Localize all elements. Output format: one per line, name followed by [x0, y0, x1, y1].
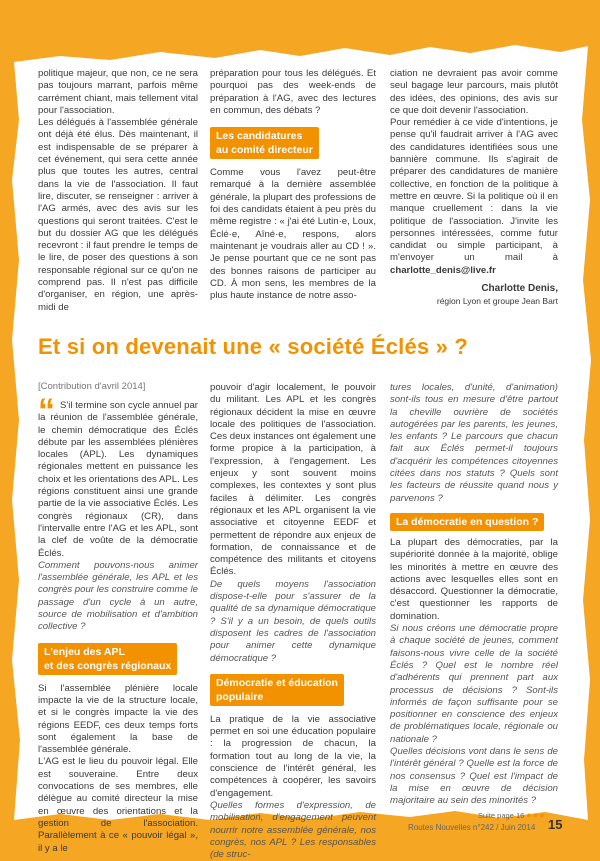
bottom-col3-body: La plupart des démocraties, par la supériorité donnée à la majorité, oblige les minorités à mettre en œuvre des actions avec lesquelles elles sont en désaccord. Questionner la démocratie, c'est questionner les rapports de domination.	[390, 536, 558, 622]
bottom-col2-question: De quels moyens l'association dispose-t-elle pour s'assurer de la qualité de sa dynamique démocratique ? S'il y a un besoin, de quels outils disposent les cadres de l'association pour animer cette dynamique démocratique ?	[210, 578, 376, 664]
bottom-col1-question: Comment pouvons-nous animer l'assemblée générale, les APL et les congrès pour les construire comme le passage d'un cycle à un autre, source de mobilisation et d'ambition collective ?	[38, 559, 198, 633]
email-link[interactable]: charlotte_denis@live.fr	[390, 264, 496, 276]
dots-icon: ●●●	[526, 810, 546, 820]
top-col3-para-2: Pour remédier à ce vide d'intentions, je pense qu'il faudrait arriver à l'AG avec des candidatures identifiées sous une bannière commune. Ils s'agirait de préparer des candidatures de manière collective, en fonction de la politique à mettre en œuvre. Si la politique où il en manque cruellement : dans la vie politique de l'association. J'invite les personnes intéressées, comme futur candidat ou simple participant, à m'envoyer un mail à charlotte_denis@live.fr	[390, 117, 558, 276]
continued-note: Suite page 16 ●●●	[478, 810, 546, 820]
signature-name: Charlotte Denis,	[481, 283, 558, 295]
top-col3-para-1: ciation ne devraient pas avoir comme seul bagage leur parcours, mais plutôt des idées, des opinions, des avis sur ce que doit devenir l'association.	[390, 68, 558, 116]
top-column-1	[38, 68, 198, 314]
bottom-col2-body: pouvoir d'agir localement, le pouvoir du militant. Les APL et les congrès régionaux décident la mise en œuvre locale des politiques de l'association. Ces deux instances ont également une forme propice à la participation, à l'expression, à l'engagement. Les enjeux y sont souvent moins complexes, les contextes y sont plus faciles à délimiter. Les congrès régionaux et les APL organisent la vie associative et citoyenne EEDF et permettent de répondre aux enjeux de formation, de connaissance et de compétence des militants et citoyens Éclés.	[210, 382, 376, 578]
heading-democratie-question: La démocratie en question ?	[390, 513, 544, 531]
bottom-col2-body-2: La pratique de la vie associative permet en soi une éducation populaire : la progression de chacun, la formation tout au long de la vie, la conscience de l'intérêt général, les compétences à coopérer, les savoirs d'engagement.	[210, 713, 376, 799]
top-column-3	[390, 68, 558, 308]
bottom-col3-question: tures locales, d'unité, d'animation) sont-ils tous en mesure d'être partout la cheville ouvrière de sociétés autogérées par les parents, les jeunes, les enfants ? Le parcours que chacun fait aux Éclés permet-il toujours d'acquérir les compétences citoyennes citées dans nos statuts ? Quels sont les facteurs de réussite quand nous y parvenons ?	[390, 382, 558, 504]
bottom-column-1	[38, 400, 198, 855]
top-column-2	[210, 68, 376, 302]
bottom-col1-body: Si l'assemblée plénière locale impacte la vie de la structure locale, et si le congrès impacte la vie des régions EEDF, ces deux temps forts sont également la base de l'assemblée générale. L'AG est le lieu du pouvoir légal. Elle est souveraine. Entre deux convocations de ses membres, elle délègue au comité directeur la mise en œuvre des orientations et la gestion de l'association. Parallèlement à ce « pouvoir légal », il y a le	[38, 682, 198, 854]
article-headline: Et si on devenait une « société Éclés » ?	[38, 334, 469, 359]
top-col2-para-1: préparation pour tous les délégués. Et pourquoi pas des week-ends de préparation à l'AG, avec des lectures en commun, des débats ?	[210, 68, 376, 116]
contribution-date: [Contribution d'avril 2014]	[38, 381, 146, 392]
page-number: 15	[548, 817, 563, 832]
bottom-col2-question-2: Quelles formes d'expression, de mobilisation, d'engagement peuvent nourrir notre assemblée générale, nos congrès, nos APL ? Les responsables (de struc-	[210, 799, 376, 861]
bottom-column-2	[210, 382, 376, 861]
top-col2-para-2: Comme vous l'avez peut-être remarqué à la dernière assemblée générale, la plupart des professions de foi des candidats étaient à peu près du même registre : « j'ai été Lutin·e, Loux, Éclé·e, Aîné·e, respons, alors maintenant je voudrais aller au CD ! ». Je pense pourtant que ce ne sont pas des bonnes raisons de participer au CD. À mon sens, les membres de la plus haute instance de notre asso-	[210, 167, 376, 302]
bottom-col3-question-2: Si nous créons une démocratie propre à chaque société de jeunes, comment faisons-nous vivre celle de la société Éclés ? Quel est le nombre réel d'adhérents qui prennent part aux processus de décisions ? Sont-ils informés de façon suffisante pour se positionner en conscience des enjeux de problématiques locale, régionale ou nationale ? Quelles décisions vont dans le sens de l'intérêt général ? Quelle est la force de nos consensus ? Quel est l'impact de la mise en œuvre de décision majoritaire au sein des minorités ?	[390, 623, 558, 807]
signature-region: région Lyon et groupe Jean Bart	[436, 296, 558, 307]
heading-democratie-education: Démocratie et éducation populaire	[210, 674, 344, 706]
publication-source: Routes Nouvelles n°242 / Juin 2014	[408, 823, 536, 832]
quote-mark-icon: “	[38, 392, 55, 430]
bottom-column-3	[390, 382, 558, 808]
heading-candidatures: Les candidatures au comité directeur	[210, 127, 319, 159]
top-col1-para-1: politique majeur, que non, ce ne sera pas toujours marrant, parfois même carrément chiant, mais tellement vital pour l'association.	[38, 68, 198, 116]
heading-enjeu-apl: L'enjeu des APL et des congrès régionaux	[38, 643, 177, 675]
top-col1-para-2: Les délégués à l'assemblée générale ont déjà été élus. Dès maintenant, il est indispensable de se préparer à cet événement, qui sera cette année plus que toutes les autres, central dans la vie de l'association. Il faut lire, discuter, se renseigner : arriver à l'AG armés, avec des avis sur les questions qui seront traitées. C'est le but du dossier AG que les délégués recevront : il faut prendre le temps de le lire, de poser des questions à son responsable régional sur ce qu'on ne comprend pas. Il n'est pas difficile d'organiser, en région, une après-midi de	[38, 117, 198, 313]
bottom-col1-intro: S'il termine son cycle annuel par la réunion de l'assemblée générale, le chemin démocratique des Éclés débute par les assemblées plénières locales (APL). Les dynamiques régionales mettent en puissance les choix et les orientations des APL. Les régions constituent ainsi une grande partie de la vie associative Éclés. Les congrès régionaux (CR), dans l'intervalle entre l'AG et les APL, sont la clef de voûte de la démocratie Éclés.	[38, 400, 198, 559]
